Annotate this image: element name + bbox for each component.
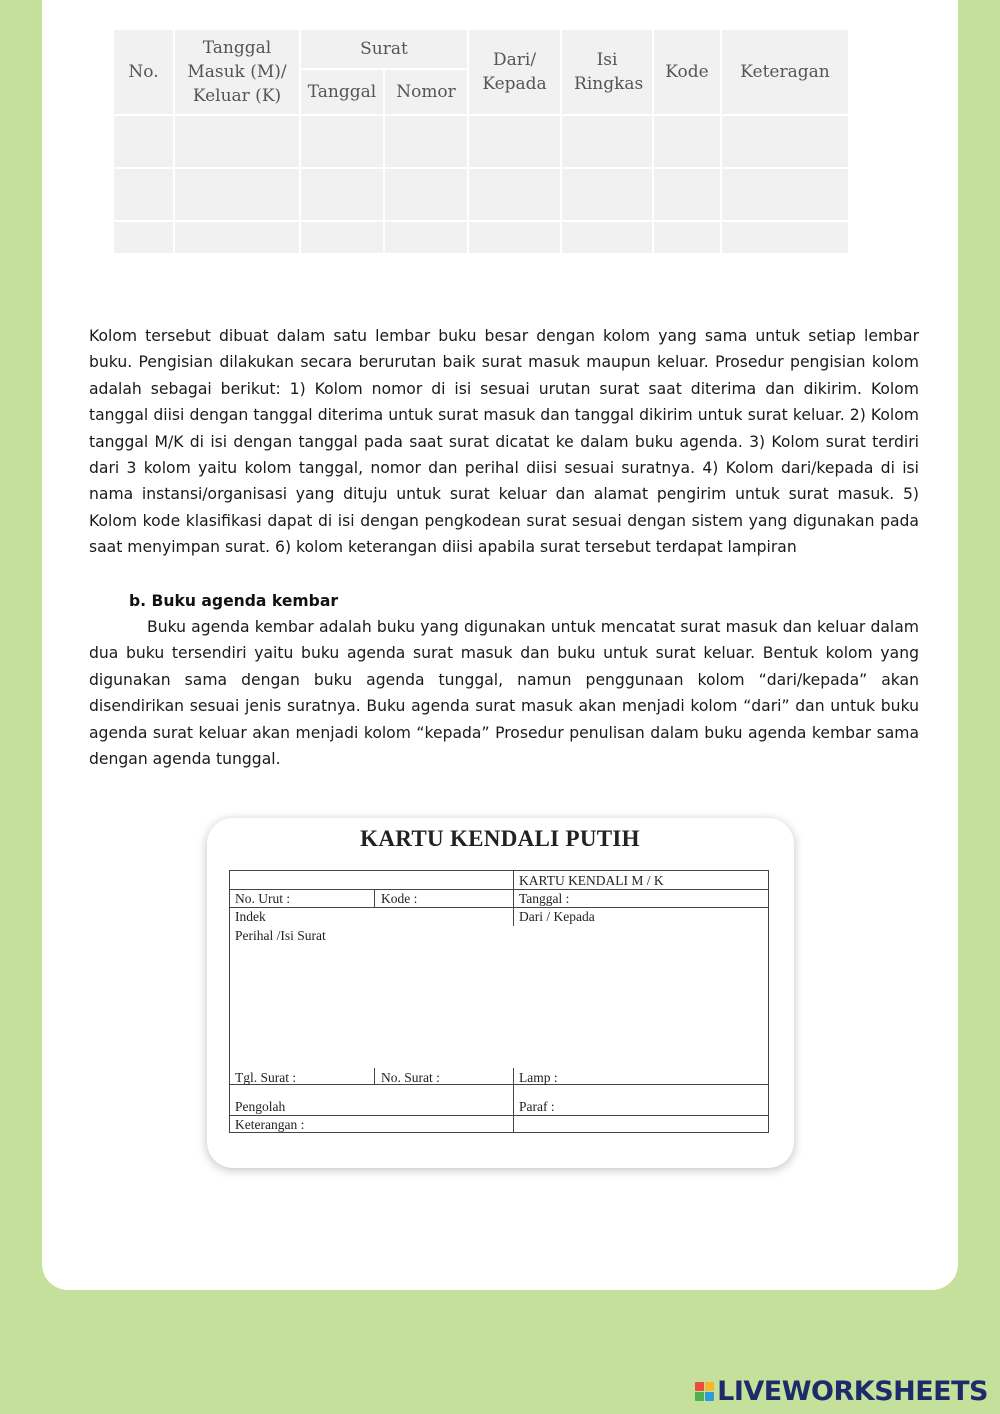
card-keterangan: Keterangan : bbox=[235, 1117, 305, 1132]
form-line bbox=[513, 1068, 514, 1132]
table-cell bbox=[469, 222, 560, 253]
paragraph-agenda-kembar: Buku agenda kembar adalah buku yang digunakan untuk mencatat surat masuk dan keluar dalam dua buku tersendiri yaitu buku agenda surat masuk dan buku untuk surat keluar. Bentuk kolom yang digunakan sama dengan buku agenda tunggal, namun penggunaan kolom “dari/kepada” akan disendirikan sesuai jenis suratnya. Buku agenda surat masuk akan menjadi kolom “dari” dan untuk buku agenda surat keluar akan menjadi kolom “kepada” Prosedur penulisan dalam buku agenda kembar sama dengan agenda tunggal. bbox=[89, 618, 919, 769]
form-line bbox=[374, 889, 375, 907]
form-line bbox=[230, 907, 768, 908]
card-pengolah: Pengolah bbox=[235, 1099, 286, 1114]
table-cell bbox=[175, 116, 299, 167]
form-line bbox=[513, 871, 514, 926]
table-row bbox=[114, 116, 848, 167]
form-line bbox=[230, 1115, 768, 1116]
form-line bbox=[230, 1084, 768, 1085]
table-cell bbox=[654, 222, 720, 253]
table-cell bbox=[175, 222, 299, 253]
paragraph-agenda-tunggal: Kolom tersebut dibuat dalam satu lembar buku besar dengan kolom yang sama untuk setiap lembar buku. Pengisian dilakukan secara berurutan baik surat masuk maupun keluar. Prosedur pengisian kolom adalah sebagai berikut: 1) Kolom nomor di isi sesuai urutan surat saat diterima dan dikirim. Kolom tanggal diisi dengan tanggal diterima untuk surat masuk dan tanggal dikirim untuk surat keluar. 2) Kolom tanggal M/K di isi dengan tanggal pada saat surat dicatat ke dalam buku agenda. 3) Kolom surat terdiri dari 3 kolom yaitu kolom tanggal, nomor dan perihal diisi sesuai suratnya. 4) Kolom dari/kepada di isi nama instansi/organisasi yang dituju untuk surat keluar dan alamat pengirim untuk surat masuk. 5) Kolom kode klasifikasi dapat di isi dengan pengkodean surat sesuai dengan sistem yang digunakan pada saat menyimpan surat. 6) kolom keterangan diisi apabila surat tersebut terdapat lampiran bbox=[89, 327, 919, 557]
header-keterangan: Keteragan bbox=[722, 30, 848, 114]
table-cell bbox=[385, 222, 467, 253]
table-cell bbox=[301, 169, 383, 220]
card-paraf: Paraf : bbox=[519, 1099, 555, 1114]
table-cell bbox=[722, 116, 848, 167]
table-cell bbox=[469, 116, 560, 167]
table-cell bbox=[562, 169, 652, 220]
table-cell bbox=[114, 116, 173, 167]
table-cell bbox=[301, 222, 383, 253]
table-cell bbox=[175, 169, 299, 220]
form-line bbox=[374, 1068, 375, 1084]
card-no-urut: No. Urut : bbox=[235, 891, 291, 906]
header-surat-tanggal: Tanggal bbox=[301, 70, 383, 114]
card-perihal: Perihal /Isi Surat bbox=[235, 928, 326, 943]
table-cell bbox=[562, 116, 652, 167]
table-cell bbox=[654, 116, 720, 167]
table-row bbox=[114, 222, 848, 253]
table-row bbox=[114, 169, 848, 220]
table-cell bbox=[385, 169, 467, 220]
agenda-table bbox=[112, 28, 850, 255]
table-cell bbox=[114, 222, 173, 253]
card-dari-kepada: Dari / Kepada bbox=[519, 909, 595, 924]
card-title: KARTU KENDALI PUTIH bbox=[360, 826, 640, 851]
table-cell bbox=[722, 169, 848, 220]
card-indek: Indek bbox=[235, 909, 266, 924]
header-surat: Surat bbox=[301, 30, 467, 68]
card-no-surat: No. Surat : bbox=[381, 1070, 440, 1085]
liveworksheets-brand[interactable] bbox=[695, 1374, 988, 1408]
header-tanggal-masuk-keluar: Tanggal Masuk (M)/ Keluar (K) bbox=[175, 30, 299, 114]
form-line bbox=[230, 889, 768, 890]
sub-heading-agenda-kembar: b. Buku agenda kembar bbox=[129, 592, 339, 610]
card-tgl-surat: Tgl. Surat : bbox=[235, 1070, 297, 1085]
card-tanggal: Tanggal : bbox=[519, 891, 570, 906]
brand-name: LIVEWORKSHEETS bbox=[717, 1375, 988, 1407]
table-cell bbox=[469, 169, 560, 220]
kartu-kendali-form bbox=[229, 870, 769, 1133]
header-dari-kepada: Dari/ Kepada bbox=[469, 30, 560, 114]
card-header-right: KARTU KENDALI M / K bbox=[519, 873, 664, 888]
card-kode: Kode : bbox=[381, 891, 418, 906]
header-surat-nomor: Nomor bbox=[385, 70, 467, 114]
table-cell bbox=[114, 169, 173, 220]
header-kode: Kode bbox=[654, 30, 720, 114]
header-no: No. bbox=[114, 30, 173, 114]
table-cell bbox=[301, 116, 383, 167]
liveworksheets-logo-icon bbox=[695, 1382, 714, 1401]
table-cell bbox=[722, 222, 848, 253]
table-cell bbox=[654, 169, 720, 220]
table-cell bbox=[385, 116, 467, 167]
table-cell bbox=[562, 222, 652, 253]
header-isi-ringkas: Isi Ringkas bbox=[562, 30, 652, 114]
card-lamp: Lamp : bbox=[519, 1070, 558, 1085]
